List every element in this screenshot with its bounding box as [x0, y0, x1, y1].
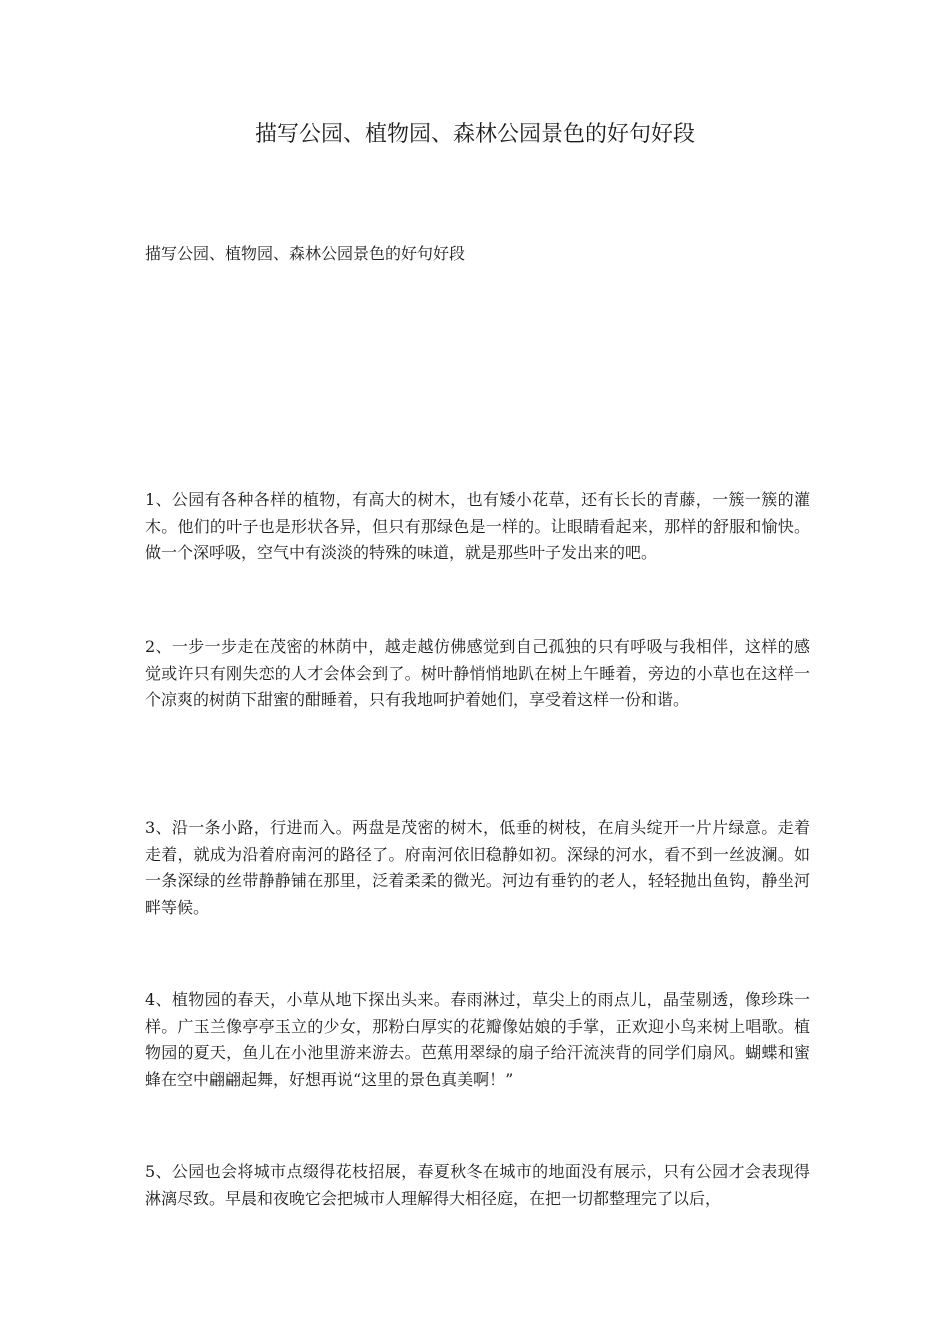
document-subtitle: 描写公园、植物园、森林公园景色的好句好段	[145, 244, 466, 263]
paragraph-3: 3、沿一条小路，行进而入。两盘是茂密的树木，低垂的树枝，在肩头绽开一片片绿意。走着走着，就成为沿着府南河的路径了。府南河依旧稳静如初。深绿的河水，看不到一丝波澜。如一条深绿的丝带静静铺在那里，泛着柔柔的微光。河边有垂钓的老人，轻轻抛出鱼钩，静坐河畔等候。	[145, 818, 810, 917]
document-title: 描写公园、植物园、森林公园景色的好句好段	[254, 122, 695, 147]
paragraph-5: 5、公园也会将城市点缀得花枝招展，春夏秋冬在城市的地面没有展示，只有公园才会表现得淋漓尽致。早晨和夜晚它会把城市人理解得大相径庭，在把一切都整理完了以后，	[145, 1162, 810, 1208]
paragraph-1: 1、公园有各种各样的植物，有高大的树木，也有矮小花草，还有长长的青藤，一簇一簇的灌木。他们的叶子也是形状各异，但只有那绿色是一样的。让眼睛看起来，那样的舒服和愉快。做一个深呼吸，空气中有淡淡的特殊的味道，就是那些叶子发出来的吧。	[145, 490, 810, 562]
paragraph-4: 4、植物园的春天，小草从地下探出头来。春雨淋过，草尖上的雨点儿，晶莹剔透，像珍珠一样。广玉兰像亭亭玉立的少女，那粉白厚实的花瓣像姑娘的手掌，正欢迎小鸟来树上唱歌。植物园的夏天，鱼儿在小池里游来游去。芭蕉用翠绿的扇子给汗流浃背的同学们扇风。蝴蝶和蜜蜂在空中翩翩起舞，好想再说“这里的景色真美啊！”	[145, 990, 810, 1089]
paragraph-2: 2、一步一步走在茂密的林荫中，越走越仿佛感觉到自己孤独的只有呼吸与我相伴，这样的感觉或许只有刚失恋的人才会体会到了。树叶静悄悄地趴在树上午睡着，旁边的小草也在这样一个凉爽的树荫下甜蜜的酣睡着，只有我地呵护着她们，享受着这样一份和谐。	[145, 637, 810, 709]
